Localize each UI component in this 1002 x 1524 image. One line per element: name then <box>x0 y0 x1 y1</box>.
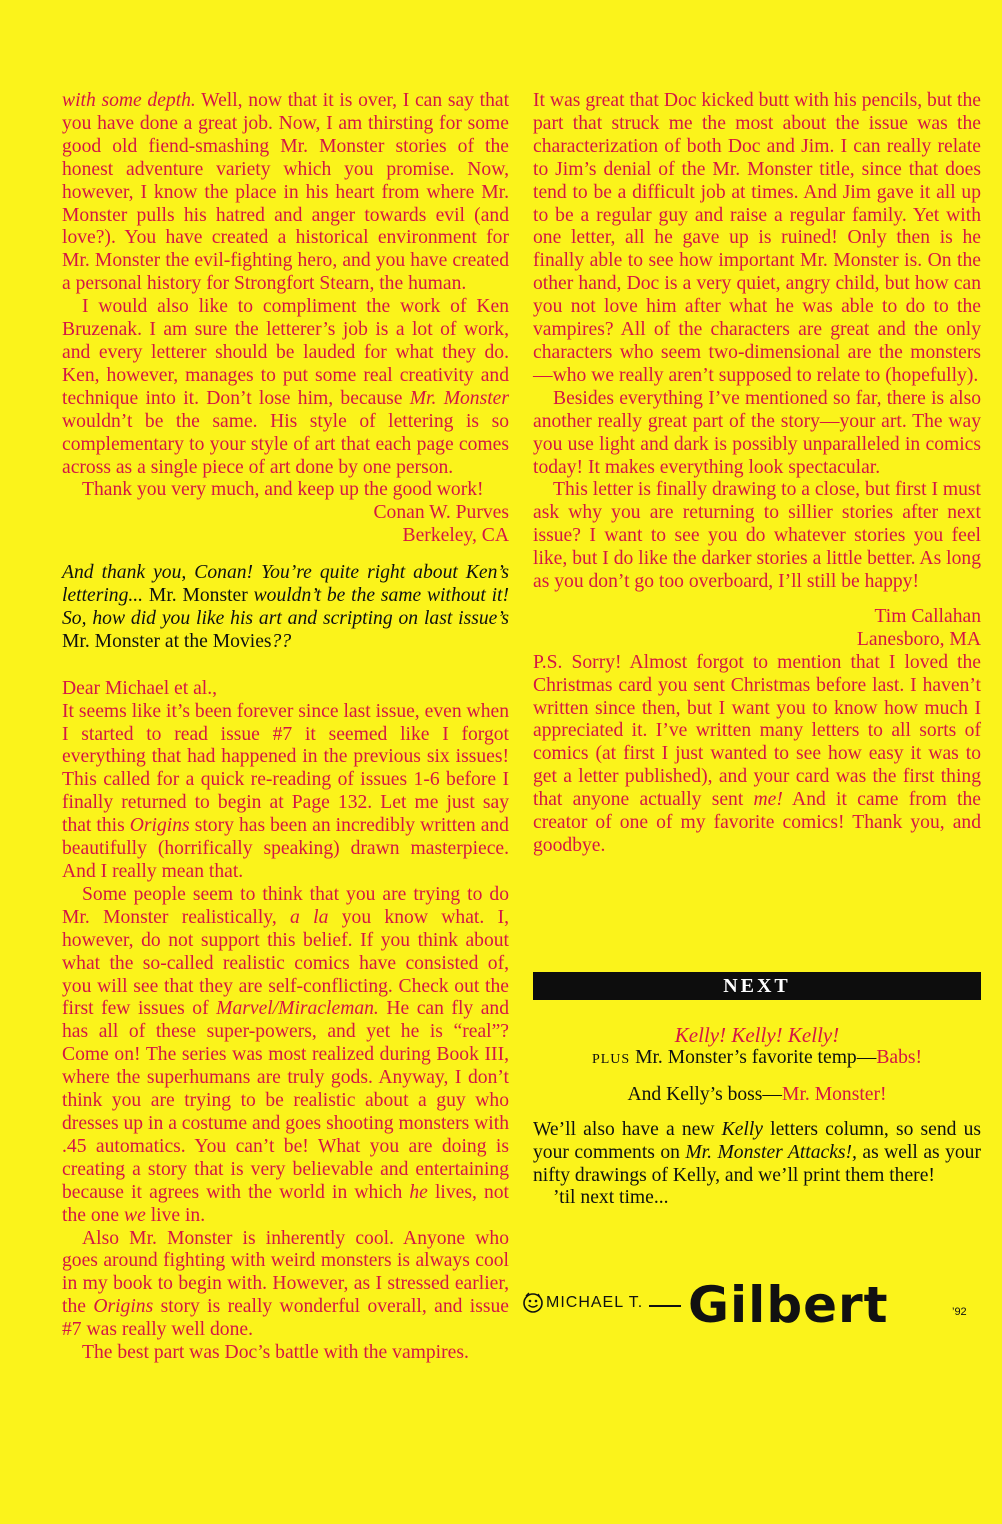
text: live in. <box>145 1204 206 1226</box>
italic-text: wouldn’t be the same without it! So, how did you like his art and scripting on last issue’s <box>62 585 509 629</box>
spacer <box>533 1072 981 1084</box>
next-announcement <box>533 1119 981 1188</box>
letter2-salutation: Dear Michael et al., <box>62 677 218 699</box>
letter2-location: Lanesboro, MA <box>856 628 981 650</box>
letter2-continued-paragraph-1: It was great that Doc kicked butt with his pencils, but the part that struck me the most about the issue was the characterization of both Doc and Jim. I can really relate to Jim’s denial of the Mr. Monster title, since that does tend to be a difficult job at times. And Jim gave it all up to be a regular guy and raise a regular family. Yet with one letter, all he gave up is ruined! Only then is he finally able to see how important Mr. Monster is. On the other hand, Doc is a very quiet, angry child, but how can you not love him after what he was able to do to the vampires? All of the characters are great and the only characters who seem two-dimensional are the monsters—who we really aren’t supposed to relate to (hopefully). <box>533 90 981 386</box>
plus-label: PLUS <box>591 1051 631 1067</box>
letter2-paragraph-1 <box>62 701 509 884</box>
left-column <box>62 90 509 1365</box>
text: P.S. Sorry! Almost forgot to mention that I loved the Christmas card you sent Christmas before last. I haven’t written since then, but I want you to know how much I appreciated it. I’ve written many letters to all sorts of comics (at first I just wanted to see how easy it was to get a letter published), and your card was the first thing that anyone actually sent <box>533 651 981 811</box>
text: We’ll also have a new <box>533 1118 722 1140</box>
signature-year: ’92 <box>952 1306 967 1318</box>
letter2-paragraph-4: The best part was Doc’s battle with the vampires. <box>82 1342 469 1364</box>
letter2-continued-paragraph-2: Besides everything I’ve mentioned so far, there is also another really great part of the story—your art. The way you use light and dark is possibly unparalleled in comics today! It makes everything look spectacular. <box>533 387 981 478</box>
italic-text: Origins <box>129 815 190 837</box>
italic-text: Mr. Monster Attacks!, <box>685 1141 857 1163</box>
text: And Kelly’s boss— <box>627 1083 783 1105</box>
italic-text: Mr. Monster <box>409 387 509 409</box>
italic-text: ?? <box>271 630 292 652</box>
text: lives, not the one <box>62 1181 509 1226</box>
letter2-paragraph-2 <box>62 884 509 1228</box>
right-column <box>533 90 981 858</box>
text: letters column, so send us your comments on <box>533 1118 982 1163</box>
text: Some people seem to think that you are trying to do Mr. Monster realistically, <box>62 883 509 928</box>
text: He can fly and has all of these super-powers, and yet he is “real”? Come on! The series was most realized during Book III, where the superhumans are truly gods. Anyway, I don’t think you are trying to be realistic about a guy who dresses up in a costume and goes shooting monsters with .45 automatics. You can’t be! What you are doing is creating a story that is very believable and entertaining because it agrees with the world in which <box>62 998 509 1203</box>
italic-text: Marvel/Miracleman. <box>216 998 379 1020</box>
italic-text: me! <box>753 789 783 811</box>
text: wouldn’t be the same. His style of lettering is so complementary to your style of art that each page comes across as a <box>62 410 509 478</box>
next-closing: ’til next time... <box>553 1187 669 1209</box>
italic-text: a la <box>290 906 329 928</box>
letter2-signer: Tim Callahan <box>874 605 981 627</box>
letter1-paragraph-1 <box>62 90 509 296</box>
letter2-postscript <box>533 652 981 858</box>
spacer <box>533 1107 981 1119</box>
italic-text: Kelly <box>721 1118 763 1140</box>
text: It seems like it’s been forever since last issue, even when I started to read issue #7 it seemed like I forgot everything that had happened in the previous six issues! This called for a quick re-reading of issues 1-6 before I finally returned to begin at Page 132. Let me just say that this <box>62 700 509 837</box>
letter1-paragraph-2 <box>62 296 509 479</box>
highlight-text: Mr. Monster! <box>782 1083 887 1105</box>
letter1-signer: Conan W. Purves <box>373 502 509 524</box>
text: I would also like to compliment the work of Ken Bruzenak. I am sure the letterer’s job is a lot of work, and every letterer should be lauded for what they do. Ken, however, manages to put some real creativity and technique into it. Don’t lose him, because <box>62 296 509 409</box>
next-issue-preview <box>533 1024 981 1210</box>
text: Mr. Monster <box>143 585 254 607</box>
letter2-paragraph-3 <box>62 1228 509 1343</box>
spacer <box>62 654 509 678</box>
smiley-icon <box>522 1292 544 1314</box>
signature <box>520 1276 990 1334</box>
text: as well as your nifty drawings of Kelly, and we’ll print them there! <box>533 1141 981 1186</box>
highlight-text: Babs! <box>876 1046 923 1068</box>
text: Also Mr. Monster is inherently cool. Anyone who goes around fighting with weird monsters is always cool in my book to begin with. However, as I stressed earlier, the <box>62 1227 509 1318</box>
italic-lead: with some depth. <box>62 90 196 111</box>
italic-text: he <box>409 1181 428 1203</box>
text: Mr. Monster at the Movies <box>62 630 272 652</box>
next-title: Kelly! Kelly! Kelly! <box>674 1023 840 1047</box>
next-plus-line <box>533 1047 981 1072</box>
editor-response <box>62 562 509 654</box>
text: story is really wonderful overall, and issue #7 was really well done. <box>62 1296 509 1341</box>
signature-stroke <box>648 1300 682 1312</box>
text: Mr. Monster’s favorite temp— <box>630 1046 877 1068</box>
emphasis-text: single piece of art done by one person. <box>150 456 454 478</box>
italic-text: Origins <box>93 1296 154 1318</box>
letter1-paragraph-3: Thank you very much, and keep up the good work! <box>82 479 484 501</box>
text: you know what. I, however, do not support this belief. If you think about what the so-called realistic comics have consisted of, you will see that they are self-conflicting. Check out the first few issues of <box>62 906 510 1020</box>
signature-last-name: Gilbert <box>688 1276 889 1334</box>
letter1-location: Berkeley, CA <box>402 525 509 547</box>
letter2-continued-paragraph-3: This letter is finally drawing to a close, but first I must ask why you are returning to sillier stories after next issue? I want to see you do whatever stories you feel like, but I do like the darker stories a little better. As long as you don’t go too overboard, I’ll still be happy! <box>533 479 981 593</box>
next-issue-banner: NEXT <box>533 972 981 1000</box>
next-boss-line <box>533 1084 981 1107</box>
text: story has been an incredibly written and beautifully (horrifically speaking) drawn masterpiece. And I really mean that. <box>62 815 509 882</box>
text: And it came from the creator of one of my favorite comics! Thank you, and goodbye. <box>533 789 981 856</box>
italic-text: And thank you, Conan! You’re quite right about Ken’s lettering... <box>62 562 509 607</box>
italic-text: we <box>124 1204 146 1226</box>
spacer <box>533 594 981 606</box>
signature-first-name: MICHAEL T. <box>546 1294 644 1311</box>
text: Well, now that it is over, I can say that you have done a great job. Now, I am thirsting for some good old fiend-smashing Mr. Monster stories of the honest adventure variety which you promise. Now, however, I know the place in his heart from where Mr. Monster pulls his hatred and anger towards evil (and love?). You have created a historical environment for Mr. Monster the evil-fighting hero, and you have created a personal history for Strongfort Stearn, the human. <box>62 90 510 295</box>
